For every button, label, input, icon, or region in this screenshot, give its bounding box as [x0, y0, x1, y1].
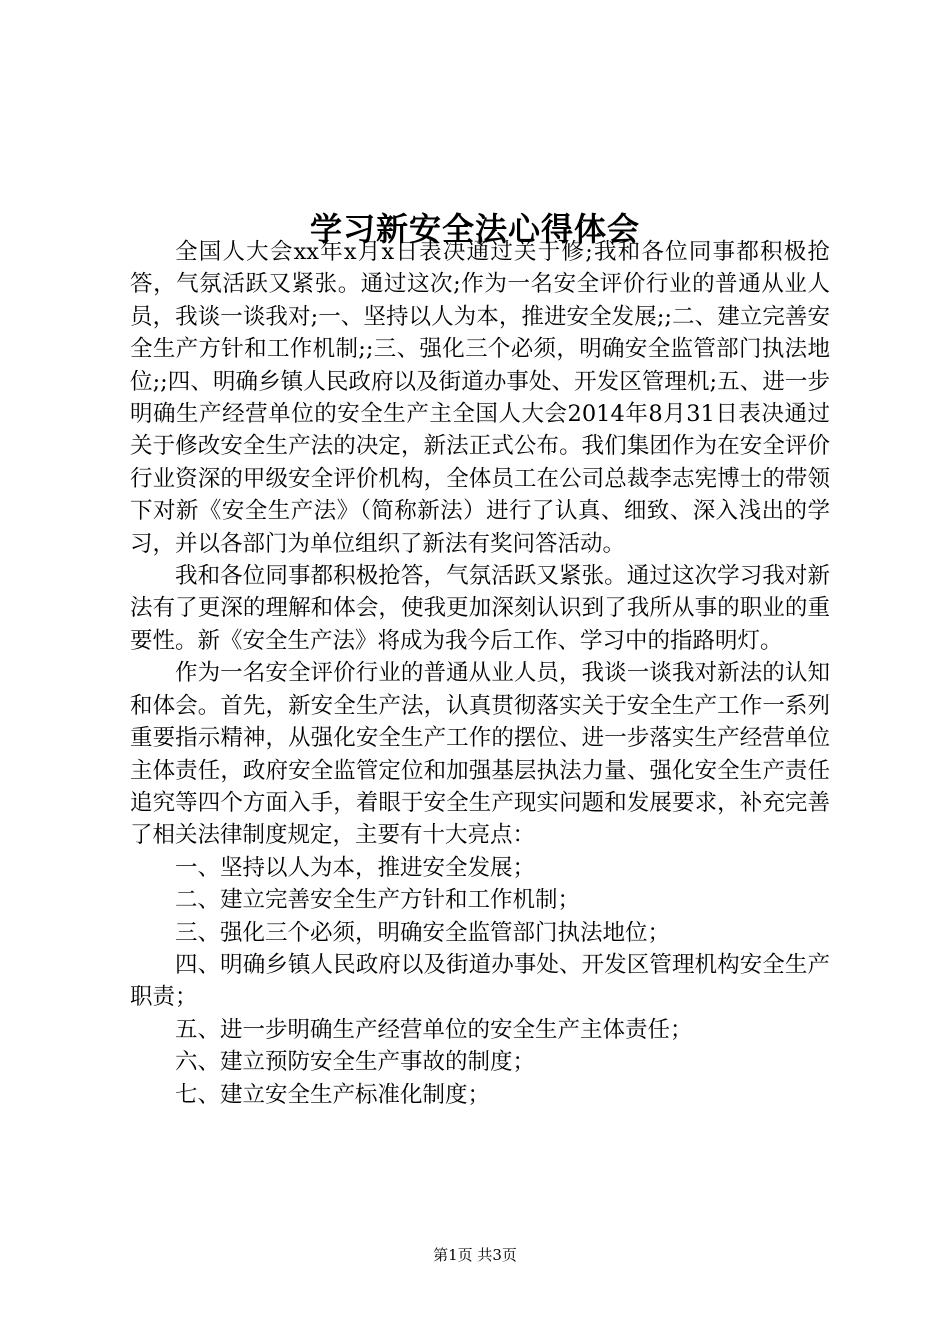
list-item-2: 二、建立完善安全生产方针和工作机制；	[175, 887, 581, 914]
list-item-1: 一、坚持以人为本，推进安全发展；	[175, 854, 536, 881]
paragraph-intro: 全国人大会xx年x月x日表决通过关于修;我和各位同事都积极抢答，气氛活跃又紧张。通过这次;作为一名安全评价行业的普通从业人员，我谈一谈我对;一、坚持以人为本，推进安全发展;;二、建立完善安全生产方针和工作机制;;三、强化三个必须，明确安全监管部门执法地位;;四、明确乡镇人民政府以及街道办事处、开发区管理机;五、进一步明确生产经营单位的安全生产主全国人大会2014年8月31日表决通过关于修改安全生产法的决定，新法正式公布。我们集团作为在安全评价行业资深的甲级安全评价机构，全体员工在公司总裁李志宪博士的带领下对新《安全生产法》（简称新法）进行了认真、细致、深入浅出的学习，并以各部门为单位组织了新法有奖问答活动。	[130, 239, 830, 557]
document-body	[130, 236, 830, 1111]
list-item-5: 五、进一步明确生产经营单位的安全生产主体责任；	[175, 1016, 693, 1043]
list-item-3: 三、强化三个必须，明确安全监管部门执法地位；	[175, 919, 671, 946]
document-title: 学习新安全法心得体会	[309, 210, 640, 249]
paragraph-discussion: 我和各位同事都积极抢答，气氛活跃又紧张。通过这次学习我对新法有了更深的理解和体会，使我更加深刻认识到了我所从事的职业的重要性。新《安全生产法》将成为我今后工作、学习中的指路明灯。	[130, 563, 830, 654]
list-item-6: 六、建立预防安全生产事故的制度；	[175, 1049, 536, 1076]
list-item-4: 四、明确乡镇人民政府以及街道办事处、开发区管理机构安全生产职责；	[130, 951, 830, 1011]
list-item-7: 七、建立安全生产标准化制度；	[175, 1081, 491, 1108]
paragraph-understanding: 作为一名安全评价行业的普通从业人员，我谈一谈我对新法的认知和体会。首先，新安全生产法，认真贯彻落实关于安全生产工作一系列重要指示精神，从强化安全生产工作的摆位、进一步落实生产经营单位主体责任，政府安全监管定位和加强基层执法力量、强化安全生产责任追究等四个方面入手，着眼于安全生产现实问题和发展要求，补充完善了相关法律制度规定，主要有十大亮点：	[130, 660, 830, 849]
page-number-footer: 第1页 共3页	[433, 1246, 517, 1264]
